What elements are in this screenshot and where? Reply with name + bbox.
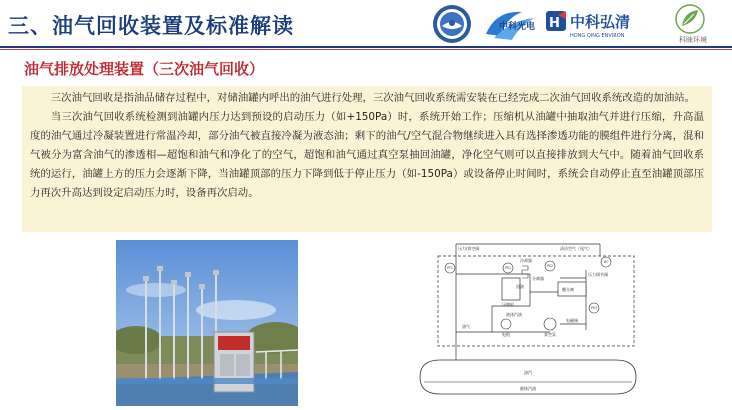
label-compressor: 压缩机	[502, 302, 514, 307]
label-clean-air: 清洁空气（尾气）	[560, 246, 592, 251]
svg-text:H: H	[549, 16, 560, 31]
header-divider-red	[0, 49, 732, 50]
label-solenoid: 电磁阀	[566, 318, 578, 323]
description-box	[22, 86, 712, 232]
section-subtitle: 油气排放处理装置（三次油气回收）	[24, 60, 265, 78]
zkhq-logo-en: HONG QING ENVIRON	[570, 33, 625, 39]
paragraph-process: 当三次油气回收系统检测到油罐内压力达到预设的启动压力（如+150Pa）时，系统开始工作；压缩机从油罐中抽取油气并进行压缩，升高温度的油气通过冷凝装置进行常温冷却，部分油气被直接冷凝为液态油；剩下的油气/空气混合物继续进入具有选择渗透功能的膜组件进行分离，混和气被分为富含油气的渗透相—超饱和油气和净化了的空气，超饱和油气通过真空泵抽回油罐，净化空气则可以直接排放到大气中。随着油气回收系统的运行，油罐上方的压力会逐渐下降，当油罐顶部的压力下降到低于停止压力（如-150Pa）或设备停止时间时，系统会自动停止直至油罐顶部压力再次升高达到设定启动压力时，设备再次启动。	[30, 111, 704, 199]
gauge-label: PT1	[447, 266, 453, 270]
header-divider-blue	[0, 46, 732, 48]
label-motor: 电机	[502, 332, 510, 337]
kelai-logo-text: 科睐环境	[679, 36, 707, 44]
kelai-logo	[652, 2, 728, 46]
label-pressure-vacuum: 压力/真空阀	[458, 246, 480, 251]
header	[0, 0, 732, 48]
label-oil-gas: 油气	[462, 324, 470, 329]
label-membrane: 膜分离	[562, 287, 574, 292]
gauge-label: PS2	[547, 264, 553, 268]
process-flow-diagram	[410, 240, 646, 406]
paragraph-intro: 三次油气回收是指油品储存过程中，对储油罐内呼出的油气进行处理，三次油气回收系统需安装在已经完成二次油气回收系统改造的加油站。	[50, 92, 696, 104]
label-liquid-oil: 液体汽油	[506, 312, 522, 317]
gauge-label: PS1	[505, 266, 511, 270]
institute-seal-logo	[432, 4, 472, 44]
zkgd-logo-text: 中科光电	[499, 22, 536, 32]
zkhq-logo-text: 中科弘清	[570, 13, 631, 31]
label-oil-return: 回油	[516, 284, 524, 289]
zkgd-logo	[482, 6, 538, 42]
label-tank-oil-gas: 油汽	[523, 370, 533, 375]
label-separator: 分离器	[532, 276, 544, 281]
zkhq-logo	[544, 5, 648, 43]
label-pressure-regulator: 压力调节阀	[588, 272, 608, 277]
equipment-photo	[116, 240, 298, 406]
label-condenser: 冷却器	[520, 258, 532, 263]
label-tank-liquid: 液体汽油	[519, 386, 537, 391]
gauge-label: HC	[603, 260, 609, 264]
page-title: 三、油气回收装置及标准解读	[8, 14, 294, 38]
label-vacuum-pump: 真空泵	[544, 332, 556, 337]
gauge-label: PS3	[591, 306, 597, 310]
